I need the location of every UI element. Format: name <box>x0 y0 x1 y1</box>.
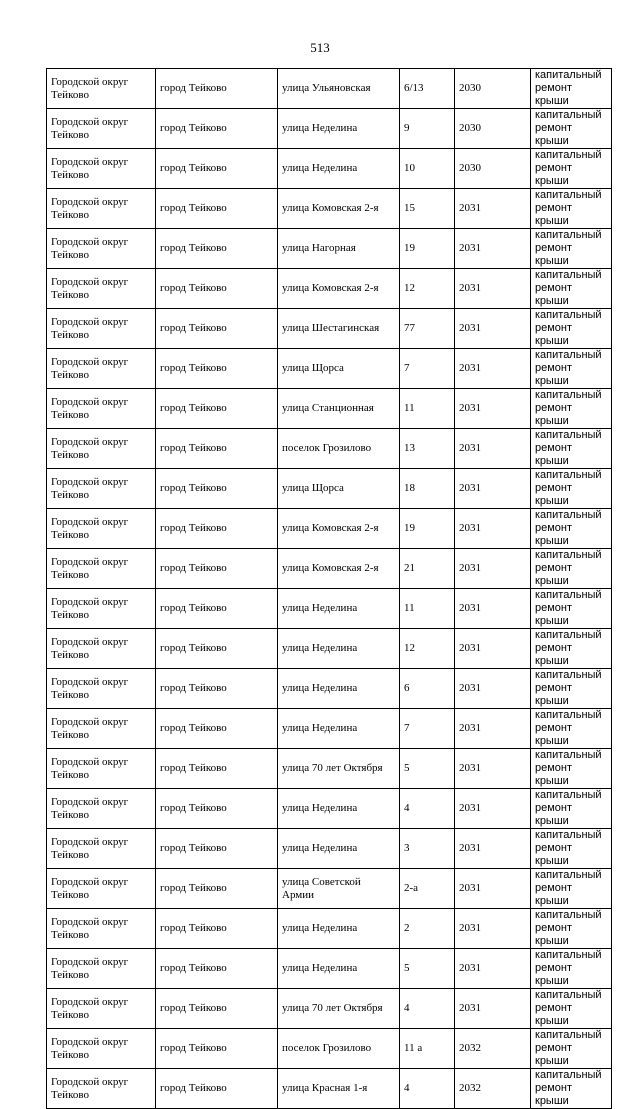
table-row <box>47 349 612 389</box>
cell-street: улица Неделина <box>278 949 400 989</box>
cell-city: город Тейково <box>156 669 278 709</box>
cell-city: город Тейково <box>156 589 278 629</box>
cell-house: 5 <box>400 949 455 989</box>
cell-city: город Тейково <box>156 949 278 989</box>
table-row <box>47 789 612 829</box>
cell-district: Городской округ Тейково <box>47 349 156 389</box>
cell-city: город Тейково <box>156 149 278 189</box>
table-row <box>47 949 612 989</box>
cell-city: город Тейково <box>156 989 278 1029</box>
cell-street: улица Неделина <box>278 629 400 669</box>
cell-district: Городской округ Тейково <box>47 149 156 189</box>
cell-year: 2031 <box>455 589 531 629</box>
cell-year: 2031 <box>455 509 531 549</box>
cell-city: город Тейково <box>156 829 278 869</box>
cell-year: 2031 <box>455 949 531 989</box>
cell-district: Городской округ Тейково <box>47 509 156 549</box>
cell-district: Городской округ Тейково <box>47 69 156 109</box>
cell-district: Городской округ Тейково <box>47 309 156 349</box>
cell-work: капитальный ремонт крыши <box>531 549 612 589</box>
cell-house: 11 <box>400 389 455 429</box>
cell-district: Городской округ Тейково <box>47 869 156 909</box>
cell-year: 2031 <box>455 749 531 789</box>
cell-city: город Тейково <box>156 229 278 269</box>
cell-work: капитальный ремонт крыши <box>531 669 612 709</box>
cell-street: улица 70 лет Октября <box>278 749 400 789</box>
cell-city: город Тейково <box>156 1029 278 1069</box>
cell-district: Городской округ Тейково <box>47 429 156 469</box>
table-row <box>47 149 612 189</box>
cell-house: 13 <box>400 429 455 469</box>
cell-work: капитальный ремонт крыши <box>531 509 612 549</box>
table-row <box>47 109 612 149</box>
cell-city: город Тейково <box>156 869 278 909</box>
cell-house: 6/13 <box>400 69 455 109</box>
table-row <box>47 229 612 269</box>
cell-year: 2031 <box>455 229 531 269</box>
cell-house: 9 <box>400 109 455 149</box>
cell-district: Городской округ Тейково <box>47 749 156 789</box>
table-row <box>47 669 612 709</box>
cell-city: город Тейково <box>156 189 278 229</box>
cell-work: капитальный ремонт крыши <box>531 589 612 629</box>
cell-house: 7 <box>400 709 455 749</box>
cell-district: Городской округ Тейково <box>47 789 156 829</box>
cell-city: город Тейково <box>156 749 278 789</box>
cell-city: город Тейково <box>156 909 278 949</box>
cell-year: 2031 <box>455 469 531 509</box>
cell-work: капитальный ремонт крыши <box>531 789 612 829</box>
cell-street: улица Неделина <box>278 669 400 709</box>
cell-city: город Тейково <box>156 389 278 429</box>
cell-work: капитальный ремонт крыши <box>531 309 612 349</box>
cell-district: Городской округ Тейково <box>47 949 156 989</box>
table-row <box>47 429 612 469</box>
cell-city: город Тейково <box>156 269 278 309</box>
cell-year: 2030 <box>455 69 531 109</box>
cell-city: город Тейково <box>156 509 278 549</box>
cell-city: город Тейково <box>156 469 278 509</box>
cell-year: 2031 <box>455 269 531 309</box>
table-row <box>47 269 612 309</box>
cell-year: 2030 <box>455 149 531 189</box>
cell-city: город Тейково <box>156 709 278 749</box>
cell-year: 2031 <box>455 709 531 749</box>
cell-house: 11 а <box>400 1029 455 1069</box>
table-body <box>47 69 612 1109</box>
cell-district: Городской округ Тейково <box>47 229 156 269</box>
table-row <box>47 309 612 349</box>
table-row <box>47 909 612 949</box>
cell-year: 2032 <box>455 1069 531 1109</box>
cell-house: 18 <box>400 469 455 509</box>
cell-house: 4 <box>400 1069 455 1109</box>
cell-year: 2031 <box>455 349 531 389</box>
cell-work: капитальный ремонт крыши <box>531 149 612 189</box>
table-row <box>47 989 612 1029</box>
cell-street: поселок Грозилово <box>278 1029 400 1069</box>
table-row <box>47 1029 612 1069</box>
cell-year: 2031 <box>455 869 531 909</box>
cell-street: улица Красная 1-я <box>278 1069 400 1109</box>
cell-district: Городской округ Тейково <box>47 469 156 509</box>
table-row <box>47 829 612 869</box>
cell-city: город Тейково <box>156 109 278 149</box>
cell-year: 2031 <box>455 549 531 589</box>
cell-house: 2 <box>400 909 455 949</box>
cell-street: улица Щорса <box>278 469 400 509</box>
cell-house: 21 <box>400 549 455 589</box>
cell-district: Городской округ Тейково <box>47 709 156 749</box>
cell-house: 6 <box>400 669 455 709</box>
cell-year: 2031 <box>455 309 531 349</box>
table-row <box>47 709 612 749</box>
cell-house: 5 <box>400 749 455 789</box>
cell-house: 15 <box>400 189 455 229</box>
cell-work: капитальный ремонт крыши <box>531 269 612 309</box>
cell-work: капитальный ремонт крыши <box>531 829 612 869</box>
cell-work: капитальный ремонт крыши <box>531 429 612 469</box>
cell-district: Городской округ Тейково <box>47 1029 156 1069</box>
table-row <box>47 1069 612 1109</box>
cell-street: улица Комовская 2-я <box>278 269 400 309</box>
cell-work: капитальный ремонт крыши <box>531 629 612 669</box>
cell-district: Городской округ Тейково <box>47 269 156 309</box>
cell-work: капитальный ремонт крыши <box>531 909 612 949</box>
cell-year: 2031 <box>455 829 531 869</box>
cell-year: 2032 <box>455 1029 531 1069</box>
cell-street: улица Щорса <box>278 349 400 389</box>
cell-house: 12 <box>400 269 455 309</box>
cell-year: 2031 <box>455 389 531 429</box>
cell-year: 2031 <box>455 189 531 229</box>
cell-district: Городской округ Тейково <box>47 389 156 429</box>
cell-work: капитальный ремонт крыши <box>531 389 612 429</box>
table-row <box>47 69 612 109</box>
cell-city: город Тейково <box>156 429 278 469</box>
cell-district: Городской округ Тейково <box>47 829 156 869</box>
cell-district: Городской округ Тейково <box>47 1069 156 1109</box>
cell-city: город Тейково <box>156 309 278 349</box>
cell-house: 12 <box>400 629 455 669</box>
cell-house: 10 <box>400 149 455 189</box>
cell-work: капитальный ремонт крыши <box>531 349 612 389</box>
cell-street: поселок Грозилово <box>278 429 400 469</box>
cell-district: Городской округ Тейково <box>47 109 156 149</box>
cell-district: Городской округ Тейково <box>47 549 156 589</box>
cell-street: улица Комовская 2-я <box>278 509 400 549</box>
cell-year: 2031 <box>455 629 531 669</box>
cell-house: 4 <box>400 789 455 829</box>
cell-house: 19 <box>400 229 455 269</box>
cell-year: 2030 <box>455 109 531 149</box>
cell-house: 4 <box>400 989 455 1029</box>
cell-city: город Тейково <box>156 1069 278 1109</box>
cell-work: капитальный ремонт крыши <box>531 69 612 109</box>
table-row <box>47 749 612 789</box>
cell-house: 11 <box>400 589 455 629</box>
cell-city: город Тейково <box>156 629 278 669</box>
table-row <box>47 549 612 589</box>
table-row <box>47 869 612 909</box>
cell-year: 2031 <box>455 669 531 709</box>
cell-house: 7 <box>400 349 455 389</box>
cell-work: капитальный ремонт крыши <box>531 189 612 229</box>
cell-district: Городской округ Тейково <box>47 909 156 949</box>
cell-house: 2-а <box>400 869 455 909</box>
cell-street: улица 70 лет Октября <box>278 989 400 1029</box>
cell-city: город Тейково <box>156 789 278 829</box>
cell-district: Городской округ Тейково <box>47 629 156 669</box>
cell-street: улица Нагорная <box>278 229 400 269</box>
cell-work: капитальный ремонт крыши <box>531 949 612 989</box>
table-row <box>47 469 612 509</box>
cell-work: капитальный ремонт крыши <box>531 749 612 789</box>
cell-year: 2031 <box>455 989 531 1029</box>
table-row <box>47 189 612 229</box>
cell-city: город Тейково <box>156 69 278 109</box>
cell-work: капитальный ремонт крыши <box>531 869 612 909</box>
cell-city: город Тейково <box>156 349 278 389</box>
cell-district: Городской округ Тейково <box>47 989 156 1029</box>
cell-street: улица Ульяновская <box>278 69 400 109</box>
cell-street: улица Неделина <box>278 109 400 149</box>
cell-year: 2031 <box>455 909 531 949</box>
cell-work: капитальный ремонт крыши <box>531 709 612 749</box>
cell-work: капитальный ремонт крыши <box>531 1029 612 1069</box>
cell-street: улица Неделина <box>278 909 400 949</box>
cell-district: Городской округ Тейково <box>47 189 156 229</box>
table-row <box>47 389 612 429</box>
cell-house: 3 <box>400 829 455 869</box>
cell-year: 2031 <box>455 789 531 829</box>
cell-street: улица Советской Армии <box>278 869 400 909</box>
cell-street: улица Шестагинская <box>278 309 400 349</box>
cell-house: 77 <box>400 309 455 349</box>
cell-district: Городской округ Тейково <box>47 669 156 709</box>
cell-street: улица Неделина <box>278 589 400 629</box>
cell-street: улица Комовская 2-я <box>278 189 400 229</box>
cell-district: Городской округ Тейково <box>47 589 156 629</box>
table-row <box>47 509 612 549</box>
cell-work: капитальный ремонт крыши <box>531 109 612 149</box>
cell-city: город Тейково <box>156 549 278 589</box>
cell-house: 19 <box>400 509 455 549</box>
page-number: 513 <box>310 40 330 55</box>
cell-year: 2031 <box>455 429 531 469</box>
cell-street: улица Неделина <box>278 149 400 189</box>
cell-street: улица Комовская 2-я <box>278 549 400 589</box>
table-row <box>47 629 612 669</box>
cell-work: капитальный ремонт крыши <box>531 229 612 269</box>
cell-street: улица Неделина <box>278 829 400 869</box>
cell-work: капитальный ремонт крыши <box>531 989 612 1029</box>
cell-work: капитальный ремонт крыши <box>531 1069 612 1109</box>
cell-street: улица Неделина <box>278 709 400 749</box>
cell-street: улица Станционная <box>278 389 400 429</box>
registry-table <box>46 68 612 1109</box>
table-row <box>47 589 612 629</box>
cell-street: улица Неделина <box>278 789 400 829</box>
cell-work: капитальный ремонт крыши <box>531 469 612 509</box>
